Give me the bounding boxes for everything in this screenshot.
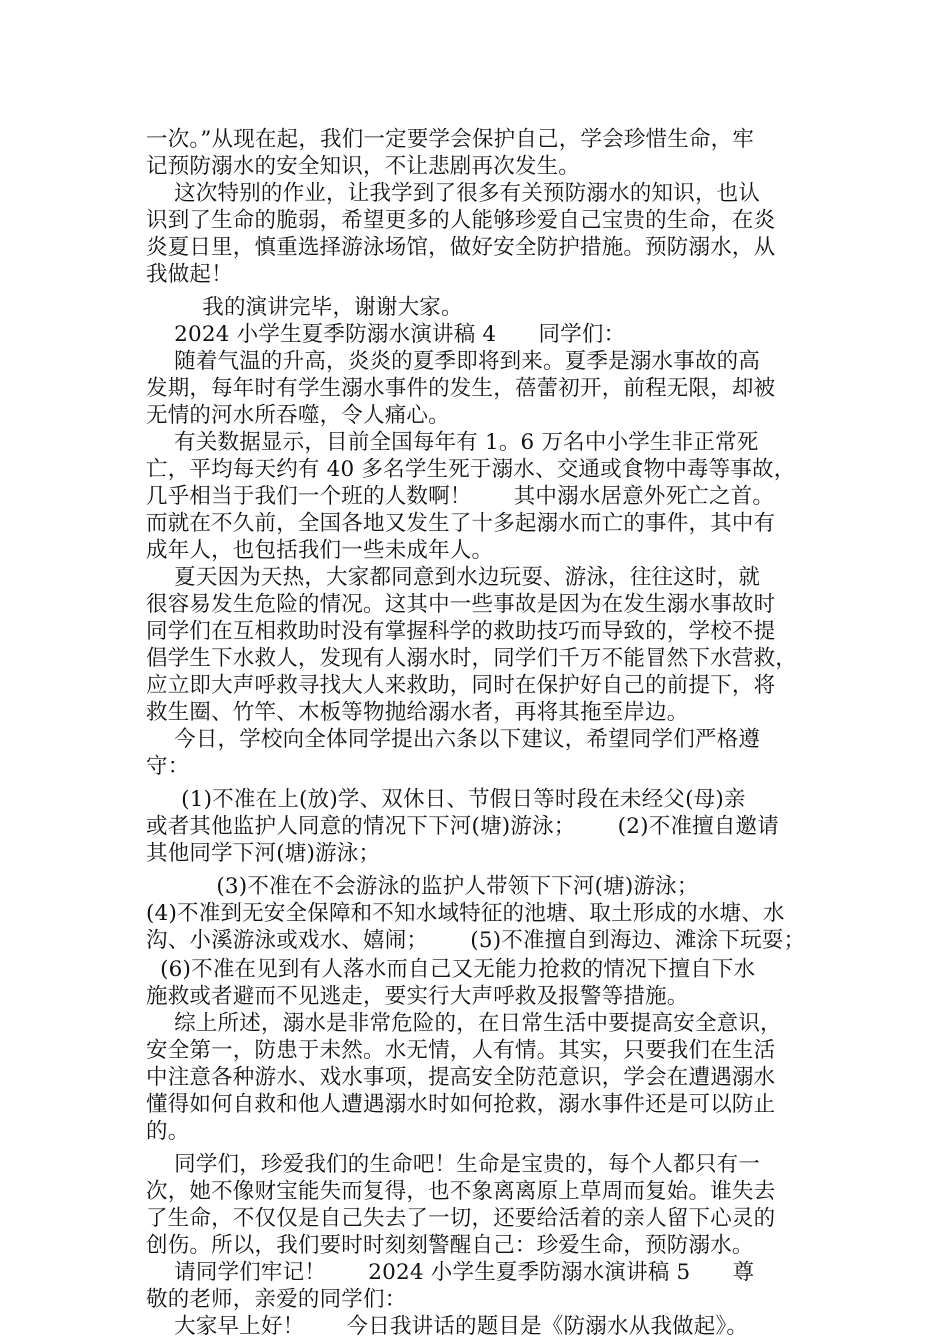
text-line: 其他同学下河(塘)游泳； — [146, 841, 381, 866]
text-line: (6)不准在见到有人落水而自己又无能力抢救的情况下擅自下水 — [146, 957, 756, 982]
text-line: 2024 小学生夏季防溺水演讲稿 4 同学们： — [146, 322, 626, 347]
text-line: 记预防溺水的安全知识，不让悲剧再次发生。 — [146, 154, 581, 179]
text-line: 施救或者避而不见逃走，要实行大声呼救及报警等措施。 — [146, 984, 689, 1009]
text-line: (3)不准在不会游泳的监护人带领下下河(塘)游泳； — [146, 874, 699, 899]
text-line: 中注意各种游水、戏水事项，提高安全防范意识，学会在遭遇溺水 — [146, 1065, 776, 1090]
text-line: 了生命，不仅仅是自己失去了一切，还要给活着的亲人留下心灵的 — [146, 1206, 776, 1231]
text-line: 有关数据显示，目前全国每年有 1。6 万名中小学生非正常死 — [146, 430, 759, 455]
text-line: 应立即大声呼救寻找大人来救助，同时在保护好自己的前提下，将 — [146, 673, 776, 698]
text-line: 夏天因为天热，大家都同意到水边玩耍、游泳，往往这时，就 — [146, 565, 761, 590]
text-line: 一次。”从现在起，我们一定要学会保护自己，学会珍惜生命，牢 — [146, 127, 755, 152]
text-line: 安全第一，防患于未然。水无情，人有情。其实，只要我们在生活 — [146, 1038, 776, 1063]
text-line: 识到了生命的脆弱，希望更多的人能够珍爱自己宝贵的生命，在炎 — [146, 208, 776, 233]
text-line: 几乎相当于我们一个班的人数啊！ 其中溺水居意外死亡之首。 — [146, 484, 775, 509]
text-line: 我做起！ — [146, 262, 233, 287]
text-line: 创伤。所以，我们要时时刻刻警醒自己：珍爱生命，预防溺水。 — [146, 1233, 754, 1258]
text-line: 请同学们牢记！ 2024 小学生夏季防溺水演讲稿 5 尊 — [146, 1260, 755, 1285]
text-line: 亡，平均每天约有 40 多名学生死于溺水、交通或食物中毒等事故， — [146, 457, 796, 482]
text-line: 而就在不久前，全国各地又发生了十多起溺水而亡的事件，其中有 — [146, 511, 776, 536]
text-line: 敬的老师，亲爱的同学们： — [146, 1287, 407, 1312]
text-line: 随着气温的升高，炎炎的夏季即将到来。夏季是溺水事故的高 — [146, 349, 761, 374]
text-line: 懂得如何自救和他人遭遇溺水时如何抢救，溺水事件还是可以防止 — [146, 1092, 776, 1117]
text-line: 倡学生下水救人，发现有人溺水时，同学们千万不能冒然下水营救， — [146, 646, 798, 671]
text-line: 或者其他监护人同意的情况下下河(塘)游泳； (2)不准擅自邀请 — [146, 814, 779, 839]
text-line: 守： — [146, 754, 190, 779]
text-line: 次，她不像财宝能失而复得，也不象离离原上草周而复始。谁失去 — [146, 1179, 776, 1204]
text-line: 炎夏日里，慎重选择游泳场馆，做好安全防护措施。预防溺水，从 — [146, 235, 776, 260]
text-line: 同学们在互相救助时没有掌握科学的救助技巧而导致的，学校不提 — [146, 619, 776, 644]
text-line: 发期，每年时有学生溺水事件的发生，蓓蕾初开，前程无限，却被 — [146, 376, 776, 401]
text-line: 大家早上好！ 今日我讲话的题目是《防溺水从我做起》。 — [146, 1314, 749, 1339]
text-line: 这次特别的作业，让我学到了很多有关预防溺水的知识，也认 — [146, 181, 761, 206]
text-line: 今日，学校向全体同学提出六条以下建议，希望同学们严格遵 — [146, 727, 761, 752]
text-line: 很容易发生危险的情况。这其中一些事故是因为在发生溺水事故时 — [146, 592, 776, 617]
text-line: 成年人，也包括我们一些未成年人。 — [146, 538, 494, 563]
text-line: 我的演讲完毕，谢谢大家。 — [146, 295, 463, 320]
text-line: 综上所述，溺水是非常危险的，在日常生活中要提高安全意识， — [146, 1011, 782, 1036]
text-line: 沟、小溪游泳或戏水、嬉闹； (5)不准擅自到海边、滩涂下玩耍； — [146, 928, 806, 953]
text-line: 的。 — [146, 1119, 190, 1144]
text-line: 无情的河水所吞噬，令人痛心。 — [146, 403, 450, 428]
text-line: (4)不准到无安全保障和不知水域特征的池塘、取土形成的水塘、水 — [146, 901, 785, 926]
text-line: 救生圈、竹竿、木板等物抛给溺水者，再将其拖至岸边。 — [146, 700, 689, 725]
text-line: (1)不准在上(放)学、双休日、节假日等时段在未经父(母)亲 — [146, 787, 746, 812]
text-line: 同学们，珍爱我们的生命吧！生命是宝贵的，每个人都只有一 — [146, 1152, 761, 1177]
